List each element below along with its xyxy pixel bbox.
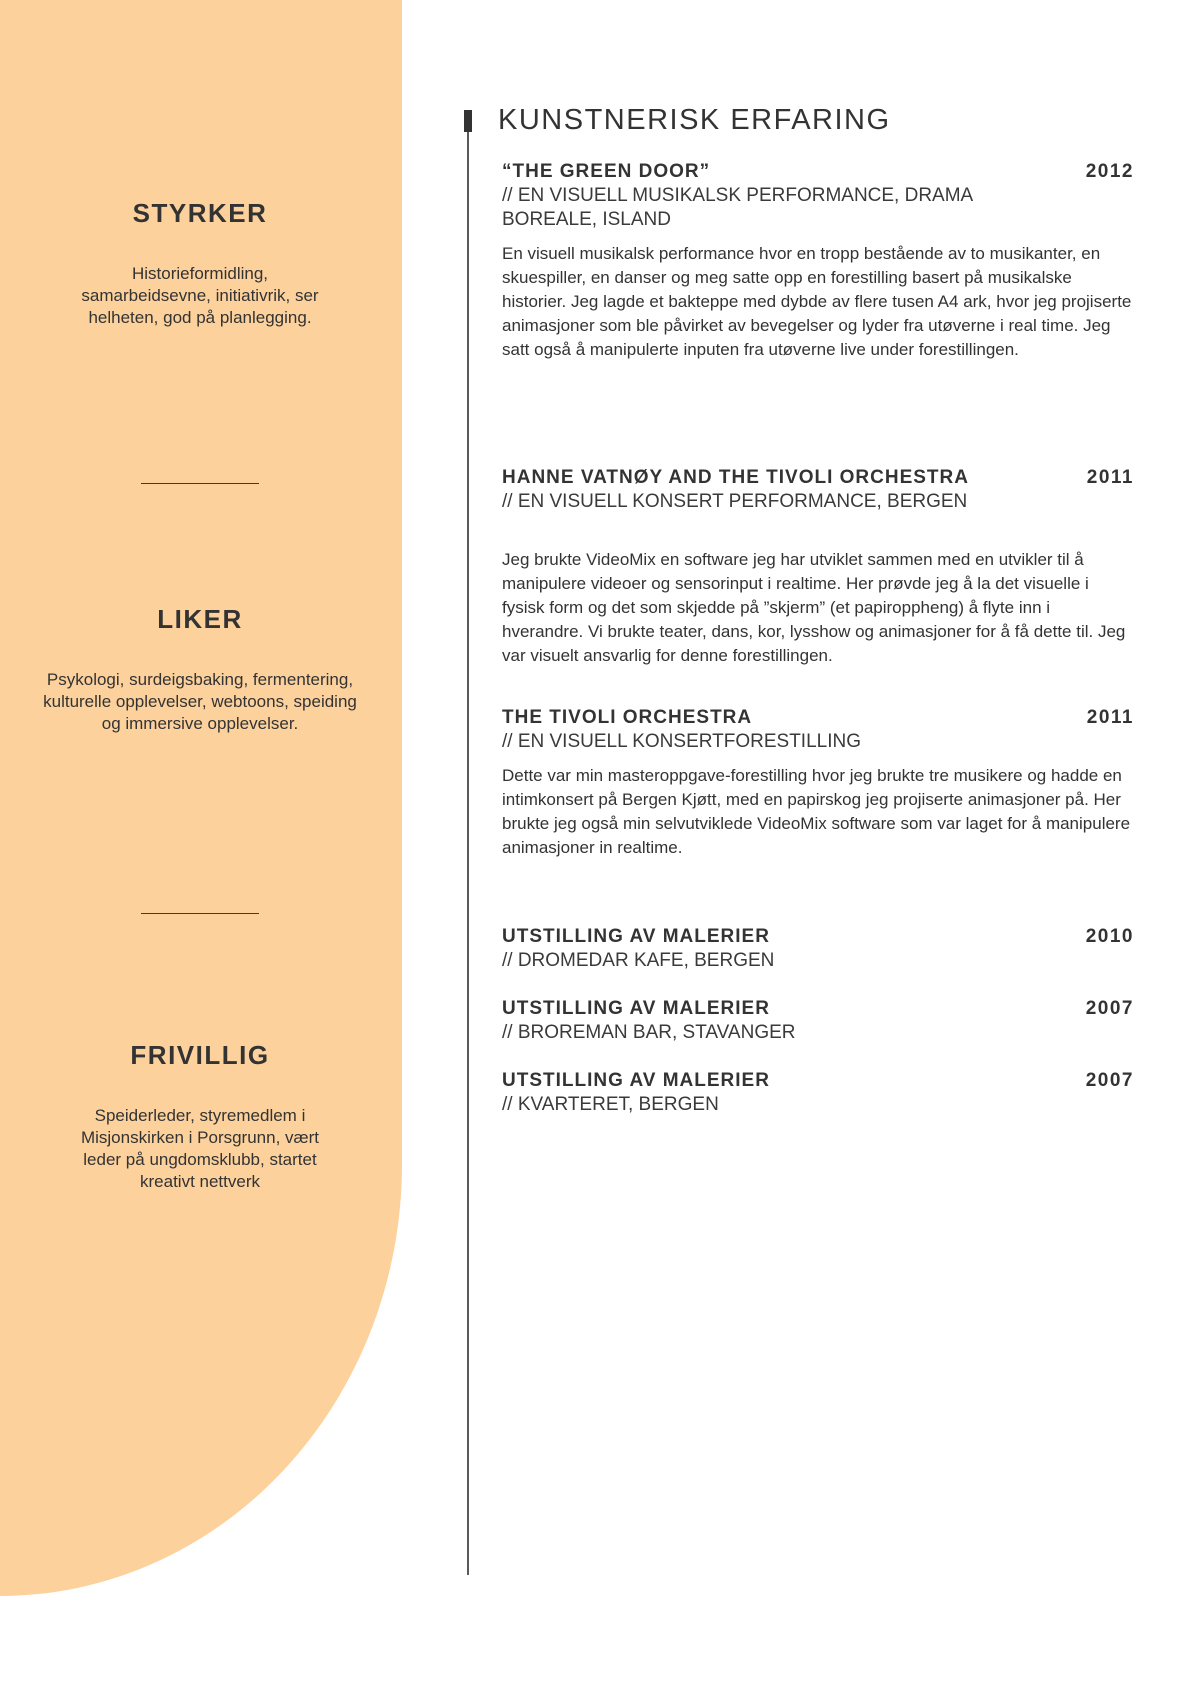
entry-title: UTSTILLING AV MALERIER [502,998,770,1019]
volunteer-section [30,1040,370,1193]
sidebar-divider [141,913,259,914]
entry-year: 2007 [1085,1070,1134,1091]
experience-entry [502,706,1134,860]
likes-text: Psykologi, surdeigsbaking, fermentering, kulturelle opplevelser, webtoons, speiding og immersive opplevelser. [43,670,357,733]
volunteer-heading: FRIVILLIG [130,1040,270,1070]
strengths-text: Historieformidling, samarbeidsevne, initiativrik, ser helheten, god på planlegging. [81,264,319,327]
entry-title: UTSTILLING AV MALERIER [502,926,770,947]
entry-year: 2010 [1085,926,1134,947]
entry-title: UTSTILLING AV MALERIER [502,1070,770,1091]
entry-year: 2011 [1086,467,1134,488]
likes-heading: LIKER [157,604,243,634]
entry-subtitle: // KVARTERET, BERGEN [502,1094,719,1115]
entry-description: Dette var min masteroppgave-forestilling hvor jeg brukte tre musikere og hadde en intimkonsert på Bergen Kjøtt, med en papirskog jeg projiserte animasjoner på. Her brukte jeg også min selvutviklede VideoMix software som var laget for å manipulere animasjoner in realtime. [502,766,1131,857]
entry-title: HANNE VATNØY AND THE TIVOLI ORCHESTRA [502,467,969,488]
entry-year: 2007 [1085,998,1134,1019]
timeline-marker [464,110,472,132]
experience-entry [502,925,1134,973]
strengths-heading: STYRKER [132,198,268,228]
entry-title: “THE GREEN DOOR” [502,161,711,182]
entry-title: THE TIVOLI ORCHESTRA [502,707,753,728]
experience-entry [502,160,1134,362]
strengths-section [30,198,370,329]
section-heading: KUNSTNERISK ERFARING [498,104,891,136]
entry-subtitle: // BROREMAN BAR, STAVANGER [502,1022,796,1043]
sidebar-divider [141,483,259,484]
timeline-line [467,110,469,1575]
experience-entry [502,997,1134,1045]
entry-subtitle: // EN VISUELL KONSERTFORESTILLING [502,731,861,752]
experience-entry [502,1069,1134,1117]
entry-subtitle: // DROMEDAR KAFE, BERGEN [502,950,775,971]
entry-subtitle: // EN VISUELL MUSIKALSK PERFORMANCE, DRAMA BOREALE, ISLAND [502,185,973,230]
entry-description: En visuell musikalsk performance hvor en tropp bestående av to musikanter, en skuespiller, en danser og meg satte opp en forestilling basert på musikalske historier. Jeg lagde et bakteppe med dybde av flere tusen A4 ark, hvor jeg projiserte animasjoner som ble påvirket av bevegelser og lyder fra utøverne i real time. Jeg satt også å manipulerte inputen fra utøverne live under forestillingen. [502,244,1132,359]
entry-description: Jeg brukte VideoMix en software jeg har utviklet sammen med en utvikler til å manipulere videoer og sensorinput i realtime. Her prøvde jeg å la det visuelle i fysisk form og det som skjedde på ”skjerm” (et papiroppheng) å flyte inn i hverandre. Vi brukte teater, dans, kor, lysshow og animasjoner for å få dette til. Jeg var visuelt ansvarlig for denne forestillingen. [502,550,1126,665]
entry-year: 2012 [1085,161,1134,182]
entry-year: 2011 [1086,707,1134,728]
experience-entry [502,466,1134,668]
volunteer-text: Speiderleder, styremedlem i Misjonskirken i Porsgrunn, vært leder på ungdomsklubb, startet kreativt nettverk [80,1106,320,1191]
likes-section [30,604,370,735]
entry-subtitle: // EN VISUELL KONSERT PERFORMANCE, BERGEN [502,491,968,512]
